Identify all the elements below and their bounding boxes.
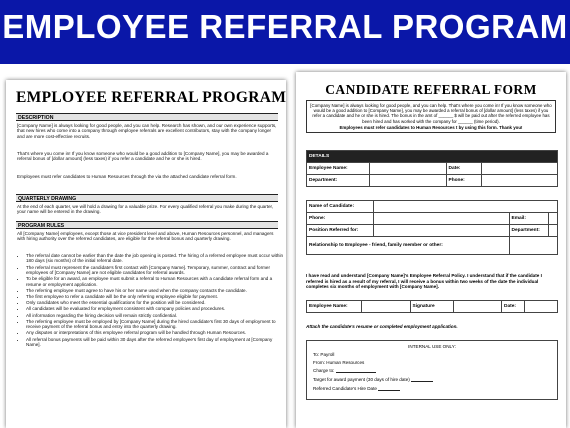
office-target (313, 377, 433, 382)
candidate-department-field[interactable] (548, 225, 557, 237)
form-intro-bold: Employees must refer candidates to Human Resources t by using this form. Thank you! (339, 124, 523, 130)
office-hire-date-field[interactable] (378, 386, 400, 391)
form-intro (306, 100, 556, 133)
rule-item: • The referral must represent the candidate's first contact with [Company Name]. Temporary, summer, contract and former employees of [Company Name] are not eligible candidates for referral awards. (26, 265, 286, 276)
description-paragraph-1: [Company Name] is always looking for good people, and you can help. Research has shown, and our own experience supports, that new hires who come into a company through employee referrals are excellent contributors, stay with the company longer and are more cost-effective recruits. (17, 123, 277, 139)
program-document-page (6, 80, 286, 428)
description-heading: DESCRIPTION (16, 113, 278, 121)
description-paragraph-2: That's where you come in! If you know someone who would be a good addition to [Company Name], you may be awarded a referral bonus of [dollar amount] (less taxes) if you refer a candidate and he or she is hired. (17, 151, 269, 162)
rule-item: • Any disputes or interpretations of this employee referral program will be handled through Human Resources. (26, 330, 286, 335)
rule-item: • The referring employee must be employed by [Company Name] during the hired candidate's first 30 days of employment to receive payment of the referral bonus and entry into the quarterly drawing. (26, 319, 286, 330)
office-charge (313, 368, 376, 373)
rule-item: • The referring employee must agree to have his or her name used when the company contacts the candidate. (26, 288, 286, 293)
candidate-email-label: Email: (509, 213, 548, 225)
office-charge-field[interactable] (336, 368, 376, 373)
office-hire-date (313, 386, 400, 391)
candidate-email-field[interactable] (548, 213, 557, 225)
internal-use-title: INTERNAL USE ONLY: (408, 344, 456, 349)
form-intro-text: [Company Name] is always looking for good people, and you can help. That's where you come in! If you know someone who would be a good addition to [Company Name], you may be awarded a referral bonus of [dollar amount] (less taxes) if you refer a candidate and he or she is hired. The bonus in the amt of ______ $ will be paid out after the referred employee has been hired and has worked with the company for ______ (time period). (310, 103, 552, 124)
office-to: To: Payroll (313, 352, 335, 357)
relationship-label: Relationship to Employee - friend, family member or other: (307, 237, 510, 255)
details-heading: DETAILS (307, 151, 558, 163)
quarterly-text: At the end of each quarter, we will hold a drawing for a valuable prize. For every qualified referral you make during the quarter, your name will be entered in the drawing. (17, 204, 274, 215)
employee-name-field[interactable] (370, 163, 447, 175)
agreement-text: I have read and understand [Company Name]'s Employee Referral Policy. I understand that if the candidate I referred is hired as a result of my referral, I will receive a bonus within two weeks of the date the individual completes six months of employment with [Company Name]. (306, 273, 542, 289)
rules-list (17, 253, 286, 348)
office-target-field[interactable] (411, 377, 433, 382)
sign-date-field[interactable] (525, 301, 558, 313)
candidate-department-label: Department: (509, 225, 548, 237)
candidate-name-label: Name of Candidate: (307, 201, 374, 213)
employee-name-label: Employee Name: (307, 163, 370, 175)
position-label: Position Referred for: (307, 225, 374, 237)
department-label: Department: (307, 175, 370, 187)
rules-intro: All [Company Name] employees, except those at vice president level and above, Human Resources personnel, and managers with hiring authority over the referred candidates, are eligible for the referral bonus and quarterly drawing. (17, 231, 274, 242)
details-table (306, 150, 558, 187)
quarterly-heading: QUARTERLY DRAWING (16, 194, 278, 202)
sign-date-label: Date: (502, 301, 525, 313)
office-from: From: Human Resources (313, 360, 365, 365)
candidate-phone-label: Phone: (307, 213, 374, 225)
phone-label: Phone: (446, 175, 481, 187)
date-label: Date: (446, 163, 481, 175)
rule-item: • The first employee to refer a candidate will be the only referring employee eligible for payment. (26, 294, 286, 299)
attach-note: Attach the candidate's resume or completed employment application. (306, 324, 458, 329)
internal-use-box (306, 340, 558, 400)
sign-employee-label: Employee Name: (307, 301, 362, 313)
signature-label: Signature (410, 301, 453, 313)
candidate-table (306, 200, 558, 255)
phone-field[interactable] (481, 175, 558, 187)
banner-title: EMPLOYEE REFERRAL PROGRAM (2, 8, 568, 45)
referral-form-page (296, 72, 566, 428)
header-banner (0, 0, 570, 64)
rule-item: • To be eligible for an award, an employee must submit a referral to Human Resources with a candidate referral form and a resume or employment application. (26, 276, 286, 287)
form-title: CANDIDATE REFERRAL FORM (325, 82, 537, 97)
program-title: EMPLOYEE REFERRAL PROGRAM (16, 89, 286, 106)
office-hire-date-label: Referred Candidate's Hire Date (313, 386, 377, 391)
signature-field[interactable] (453, 301, 502, 313)
rule-item: • Only candidates who meet the essential qualifications for the position will be considered. (26, 300, 286, 305)
description-paragraph-3: Employees must refer candidates to Human Resources through the via the attached candidate referral form. (17, 174, 237, 179)
rule-item: • All information regarding the hiring decision will remain strictly confidential. (26, 313, 286, 318)
relationship-field[interactable] (509, 237, 557, 255)
candidate-name-field[interactable] (374, 201, 558, 213)
office-target-label: Target for award payment (30 days of hire date) (313, 377, 410, 382)
office-charge-label: Charge to: (313, 368, 335, 373)
department-field[interactable] (370, 175, 447, 187)
position-field[interactable] (374, 225, 510, 237)
date-field[interactable] (481, 163, 558, 175)
rule-item: • All candidates will be evaluated for employment consistent with company policies and procedures. (26, 306, 286, 311)
signature-table (306, 300, 558, 313)
candidate-phone-field[interactable] (374, 213, 510, 225)
sign-employee-field[interactable] (362, 301, 411, 313)
rule-item: • The referral date cannot be earlier than the date the job opening is posted. The hiring of a referred employee must occur within 180 days (six months) of the initial referral date. (26, 253, 286, 264)
rule-item: • All referral bonus payments will be paid within 30 days after the referred employee's first day of employment at [Company Name]. (26, 337, 286, 348)
rules-heading: PROGRAM RULES (16, 221, 278, 229)
